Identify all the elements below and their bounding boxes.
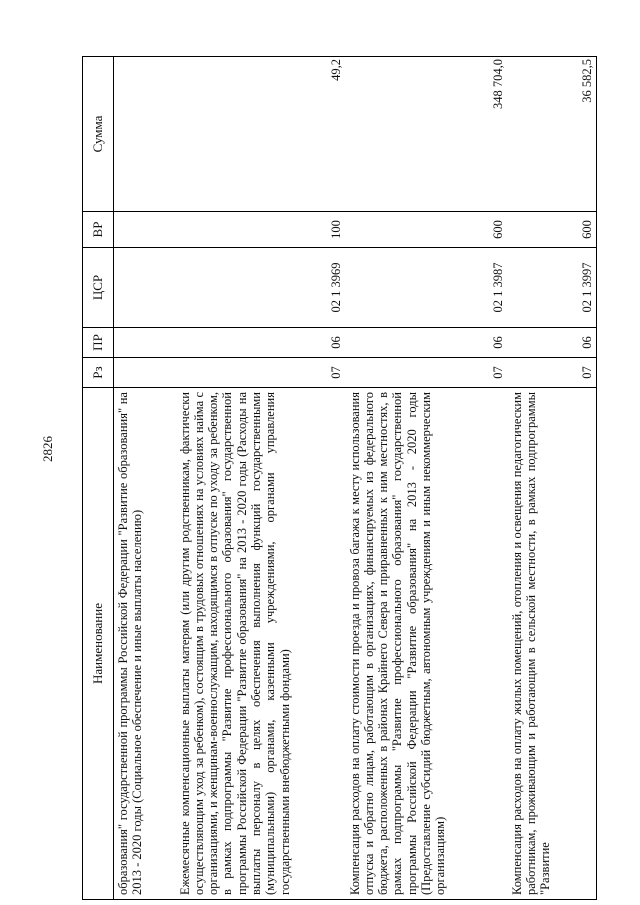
header-rz: Рз [83,358,114,388]
row-name: Компенсация расходов на оплату жилых помещений, отопления и освещения педагогическим работникам, проживающим и работающим в сельской местности, в рамках подпрограммы "Развитие [508,388,597,900]
row-pr: 06 [346,328,508,358]
table-row [346,57,508,900]
row-vr: 100 [176,212,346,248]
row-sum: 49,2 [176,57,346,212]
row-pr: 06 [176,328,346,358]
page-number: 2826 [40,436,55,462]
header-vr: ВР [83,212,114,248]
row-rz: 07 [176,358,346,388]
row-csr: 02 1 3997 [508,248,597,328]
table-row [176,57,346,900]
row-vr [114,212,176,248]
budget-table [82,56,597,900]
document-sheet [82,57,597,900]
row-name: Компенсация расходов на оплату стоимости проезда и провоза багажа к месту использования отпуска и обратно лицам, работающим в организациях, финансируемых из федерального бюджета, расположенных в районах Крайнего Севера и приравненных к ним местностях, в рамках подпрограммы "Развитие профессионального образования" государственной программы Российской Федерации "Развитие образования" на 2013 - 2020 годы (Предоставление субсидий бюджетным, автономным учреждениям и иным некоммерческим организациям) [346,388,508,900]
row-name: Ежемесячные компенсационные выплаты матерям (или другим родственникам, фактически осуществляющим уход за ребенком), состоящим в трудовых отношениях на условиях найма с организациями, и женщинам-военнослужащим, находящимся в отпуске по уходу за ребенком, в рамках подпрограммы "Развитие профессионального образования" государственной программы Российской Федерации "Развитие образования" на 2013 - 2020 годы (Расходы на выплаты персоналу в целях обеспечения выполнения функций государственными (муниципальными) органами, казенными учреждениями, органами управления государственными внебюджетными фондами) [176,388,346,900]
row-pr: 06 [508,328,597,358]
row-csr: 02 1 3969 [176,248,346,328]
row-csr [114,248,176,328]
row-name: образования" государственной программы Российской Федерации "Развитие образования" на 2013 - 2020 годы (Социальное обеспечение и иные выплаты населению) [114,388,176,900]
row-pr [114,328,176,358]
table-row [508,57,597,900]
row-sum: 348 704,0 [346,57,508,212]
row-csr: 02 1 3987 [346,248,508,328]
header-csr: ЦСР [83,248,114,328]
table-header-row [83,57,114,900]
row-rz: 07 [508,358,597,388]
row-rz [114,358,176,388]
row-vr: 600 [346,212,508,248]
table-row [114,57,176,900]
row-vr: 600 [508,212,597,248]
row-sum [114,57,176,212]
header-name: Наименование [83,388,114,900]
header-sum: Сумма [83,57,114,212]
row-sum: 36 582,5 [508,57,597,212]
row-rz: 07 [346,358,508,388]
header-pr: ПР [83,328,114,358]
